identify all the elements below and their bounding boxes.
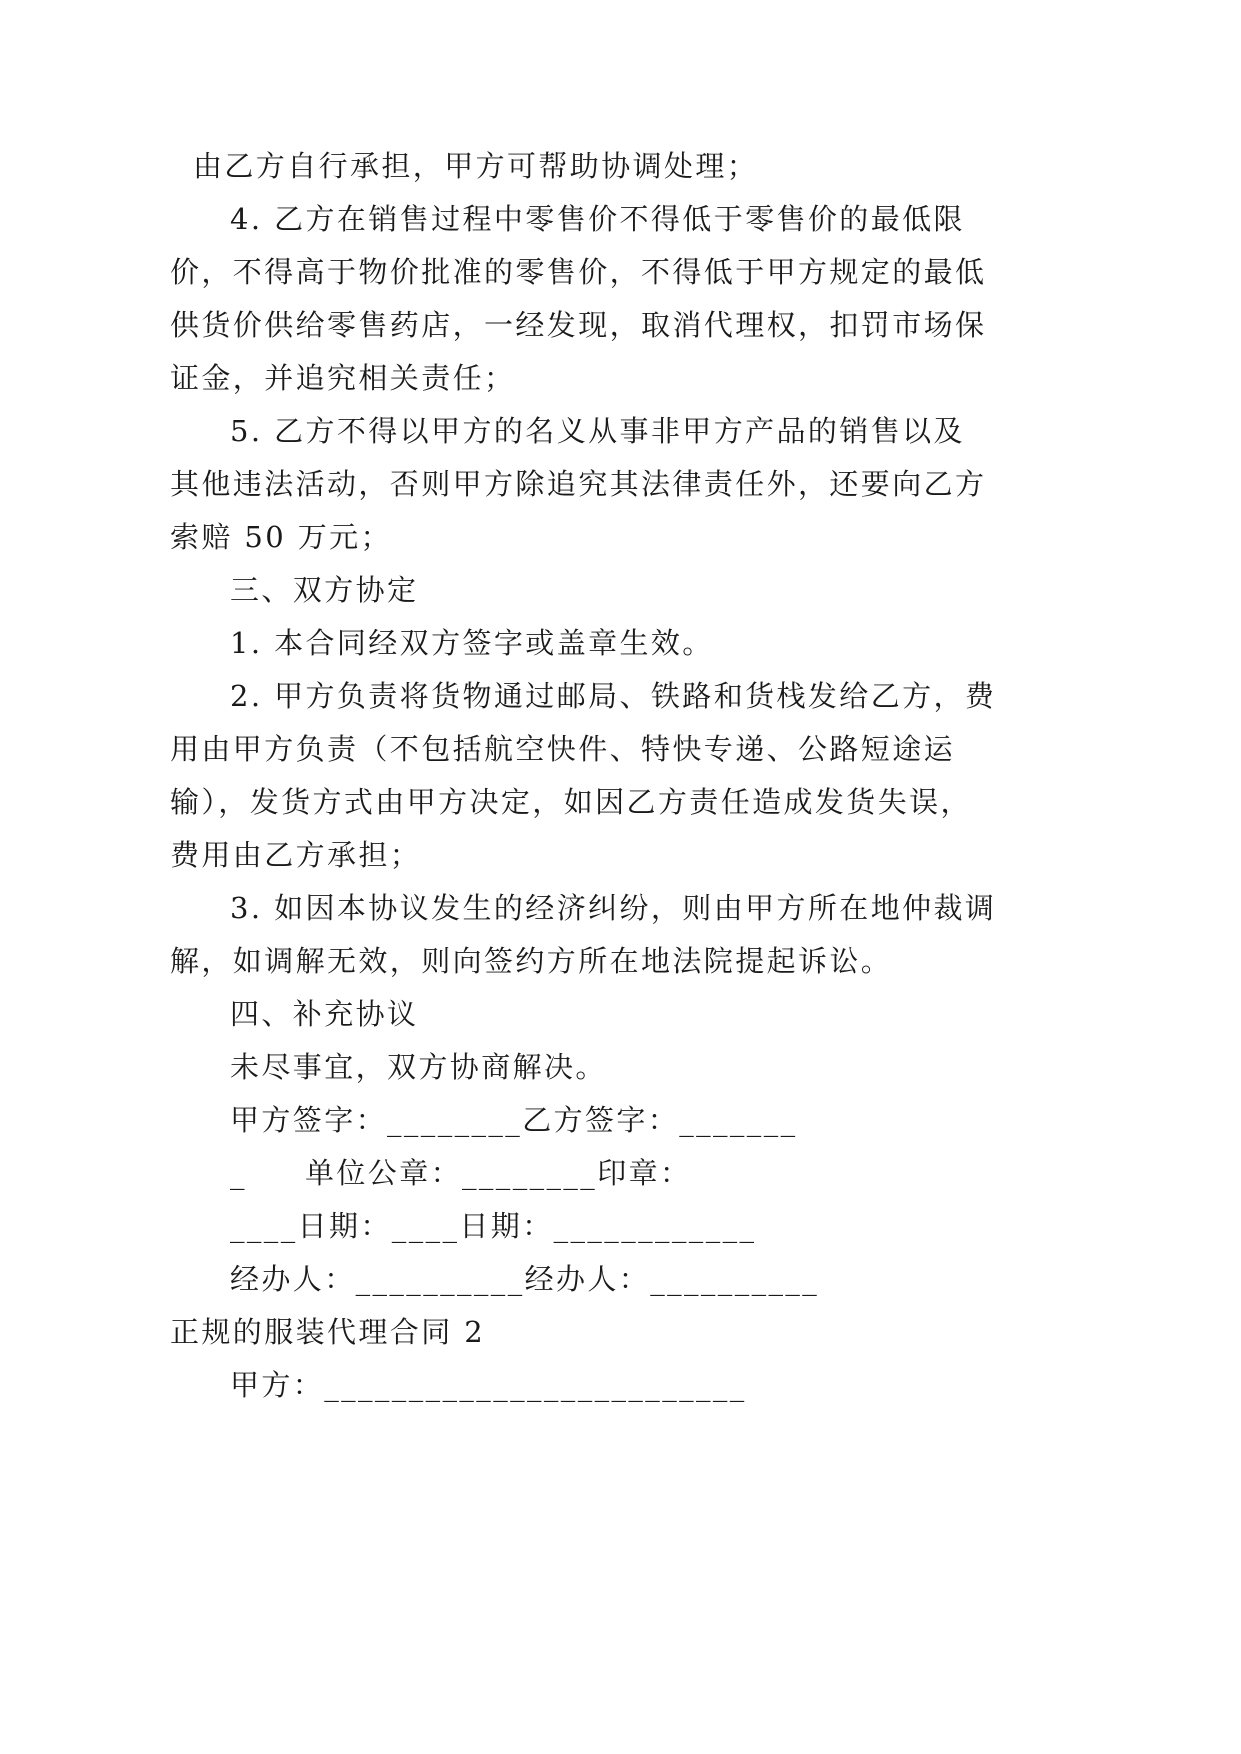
seal-line: _ 单位公章：________印章： — [230, 1156, 692, 1190]
clause-4-line: 4. 乙方在销售过程中零售价不得低于零售价的最低限 — [230, 202, 965, 236]
paragraph-line: 输），发货方式由甲方决定，如因乙方责任造成发货失误， — [170, 785, 972, 819]
clause-1-line: 1. 本合同经双方签字或盖章生效。 — [230, 626, 714, 660]
paragraph-line: 未尽事宜，双方协商解决。 — [230, 1050, 607, 1084]
paragraph-line: 费用由乙方承担； — [170, 838, 422, 872]
paragraph-line: 解，如调解无效，则向签约方所在地法院提起诉讼。 — [170, 944, 893, 978]
paragraph-line: 供货价供给零售药店，一经发现，取消代理权，扣罚市场保 — [170, 308, 987, 342]
signature-line: 甲方签字：________乙方签字：_______ — [230, 1103, 798, 1137]
paragraph-line: 其他违法活动，否则甲方除追究其法律责任外，还要向乙方 — [170, 467, 987, 501]
clause-5-line: 5. 乙方不得以甲方的名义从事非甲方产品的销售以及 — [230, 414, 965, 448]
paragraph-line: 索赔 50 万元； — [170, 520, 392, 554]
date-line: ____日期：____日期：____________ — [230, 1209, 757, 1243]
section-heading-4: 四、补充协议 — [230, 997, 419, 1031]
paragraph-line: 用由甲方负责（不包括航空快件、特快专递、公路短途运 — [170, 732, 956, 766]
section-heading-3: 三、双方协定 — [230, 573, 419, 607]
paragraph-line: 由乙方自行承担，甲方可帮助协调处理； — [193, 149, 759, 183]
paragraph-line: 价，不得高于物价批准的零售价，不得低于甲方规定的最低 — [170, 255, 987, 289]
contract-title: 正规的服装代理合同 2 — [170, 1315, 486, 1349]
paragraph-line: 证金，并追究相关责任； — [170, 361, 516, 395]
handler-line: 经办人：__________经办人：__________ — [230, 1262, 820, 1296]
clause-3-line: 3. 如因本协议发生的经济纠纷，则由甲方所在地仲裁调 — [230, 891, 997, 925]
clause-2-line: 2. 甲方负责将货物通过邮局、铁路和货栈发给乙方，费 — [230, 679, 997, 713]
party-a-line: 甲方：_________________________ — [230, 1368, 747, 1402]
